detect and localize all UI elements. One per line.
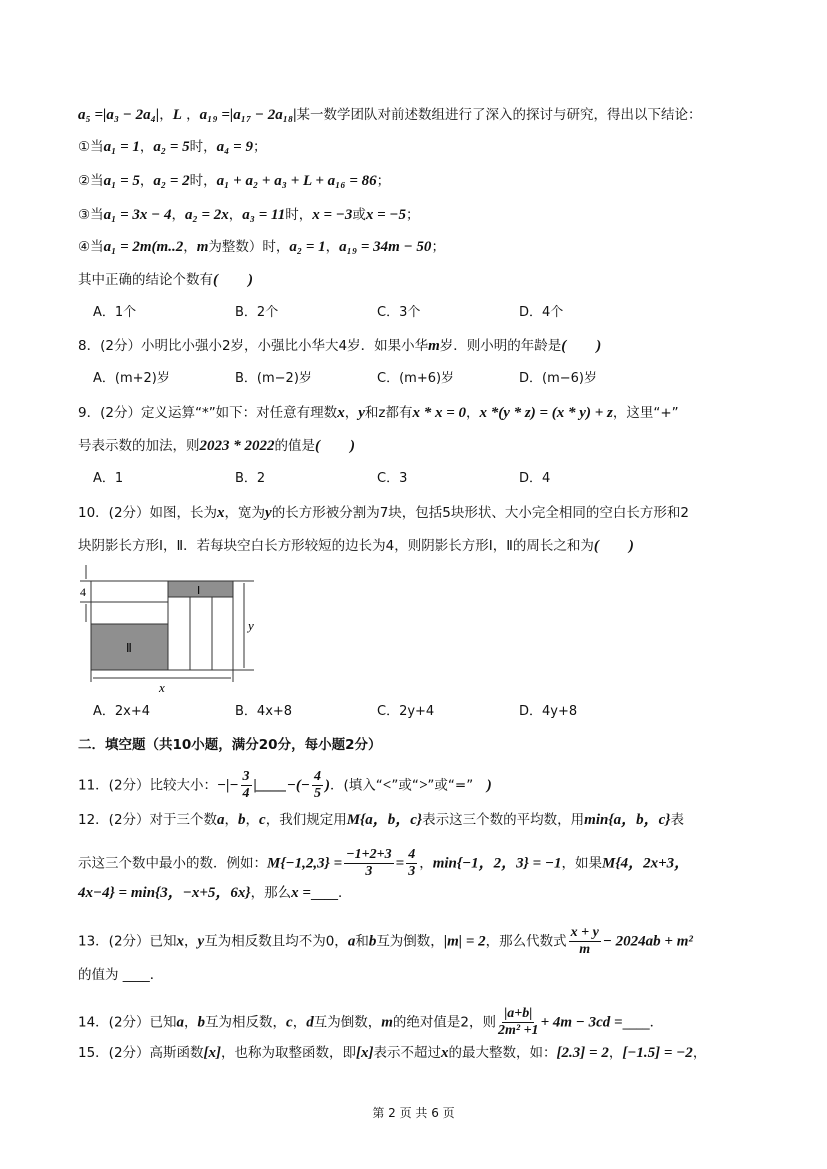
math-expression: a₂ = 5: [153, 139, 190, 155]
fraction: [406, 847, 417, 880]
text: ．(填入“: [330, 777, 383, 794]
text: 15．(2分）高斯函数: [78, 1045, 204, 1061]
text-line: [78, 436, 355, 456]
fraction: [498, 1006, 539, 1039]
math-expression: x =: [291, 885, 311, 901]
math-expression: a₂ = 2: [153, 173, 190, 189]
text: 互为相反数，: [205, 1014, 287, 1031]
text-line: [78, 369, 661, 389]
math-expression: m: [196, 239, 209, 255]
text: 14．(2分）已知: [78, 1014, 177, 1031]
text: ，宽为: [224, 505, 266, 521]
math-expression: b: [238, 812, 246, 828]
text: ，也称为取整函数，即: [221, 1045, 357, 1061]
option-C: C．(m+6)岁: [377, 371, 455, 386]
math-expression: x: [176, 933, 185, 950]
option-B: B．2个: [235, 305, 279, 320]
text: 10．(2分）如图，长为: [78, 505, 218, 521]
text: 13．(2分）已知: [78, 933, 177, 950]
text: ，那么代数式: [485, 933, 567, 950]
text-line: [78, 883, 351, 903]
text-line: [78, 1043, 706, 1063]
text: 互为倒数，: [376, 933, 444, 950]
text-line: [78, 925, 693, 958]
text-line: [78, 303, 661, 323]
text: ，: [344, 405, 359, 421]
text-line: [78, 336, 601, 356]
section-heading: 二．填空题（共10小题，满分20分，每小题2分）: [78, 737, 382, 753]
fraction-numerator: −1+2+3: [346, 847, 392, 862]
text: 11．(2分）比较大小：: [78, 777, 218, 794]
text: 号表示数的加法，则: [78, 438, 200, 454]
math-expression: [x]: [203, 1045, 222, 1061]
text-line: [78, 503, 689, 523]
label-II: Ⅱ: [126, 641, 132, 655]
text: ，: [183, 239, 197, 255]
math-expression: M{−1,2,3} =: [267, 855, 343, 872]
math-expression: a₁ = 3x − 4: [103, 207, 172, 223]
text-line: [78, 735, 381, 755]
math-expression: 2023 * 2022: [199, 438, 275, 454]
text: ，那么: [250, 885, 292, 901]
text: 表示这三个数的平均数，用: [422, 812, 585, 828]
text: ，这里“+”: [612, 405, 679, 421]
fraction-numerator: 3: [242, 769, 250, 784]
fraction-denominator: 3: [365, 864, 373, 879]
shaded-rect-I: [168, 581, 233, 597]
option-D: D．4个: [519, 305, 564, 320]
fraction-denominator: 4: [242, 786, 250, 801]
text: ，: [692, 1045, 707, 1061]
fraction-numerator: 4: [314, 769, 322, 784]
math-expression: a₁ + a₂ + a₃ + L + a₁₆ = 86: [216, 173, 377, 189]
math-expression: =: [395, 855, 405, 872]
text: 其中正确的结论个数有: [78, 272, 213, 288]
text-line: [78, 137, 266, 157]
text: 的绝对值是2，则: [392, 1014, 496, 1031]
text: 的长方形被分割为7块，包括5块形状、大小完全相同的空白长方形和2: [271, 505, 689, 521]
text: 时，: [189, 173, 217, 189]
option-D: D．4: [519, 471, 551, 486]
option-B: B．(m−2)岁: [235, 371, 312, 386]
text: ，: [419, 855, 433, 872]
text: ，: [139, 139, 154, 155]
text: 某一数学团队对前述数组进行了深入的探讨与研究，得出以下结论：: [296, 107, 702, 123]
text: ，如果: [561, 855, 603, 872]
text: 8．(2分）小明比小强小2岁，小强比小华大4岁．如果小华: [78, 338, 429, 354]
math-expression: a₁₉ = 34m − 50: [339, 239, 432, 255]
math-expression: x: [217, 505, 225, 521]
text: 的值是: [274, 438, 315, 454]
option-D: D．(m−6)岁: [519, 371, 597, 386]
fraction: [241, 769, 252, 802]
math-expression: x * x = 0: [412, 405, 467, 421]
label-x: x: [159, 680, 165, 695]
math-expression: a₁ = 2m(m..2: [103, 239, 184, 255]
option-C: C．2y+4: [377, 704, 435, 719]
math-expression: a₁₉ =|a₁₇ − 2a₁₈|: [199, 107, 297, 123]
text-line: [78, 847, 689, 880]
math-expression: x = −5: [365, 207, 406, 223]
text: ，: [466, 405, 480, 421]
fraction-numerator: |a+b|: [504, 1006, 533, 1021]
text: 9．(2分）定义运算“*”如下：对任意有理数: [78, 405, 338, 421]
text-line: [78, 965, 163, 985]
math-expression: − 2024ab + m²: [602, 933, 693, 950]
text-line: [78, 469, 661, 489]
math-expression: min{−1，2，3} = −1: [432, 855, 562, 872]
math-expression: a: [347, 933, 356, 950]
text: ；: [406, 207, 420, 223]
option-C: C．3个: [377, 305, 421, 320]
math-expression: |m| = 2: [443, 933, 486, 950]
text: 示这三个数中最小的数．例如：: [78, 855, 267, 872]
math-expression: ( ): [213, 272, 253, 288]
text: ，: [159, 107, 173, 123]
text: 互为相反数且均不为0，: [204, 933, 348, 950]
math-expression: −|−: [217, 777, 239, 794]
label-I: Ⅰ: [197, 585, 201, 597]
text: 和z都有: [364, 405, 413, 421]
math-expression: M{4，2x+3，: [602, 855, 690, 872]
text: 12．(2分）对于三个数: [78, 812, 218, 828]
math-expression: ( ): [561, 338, 602, 354]
text: ，: [608, 1045, 623, 1061]
text-line: [78, 205, 420, 225]
math-expression: [x]: [356, 1045, 374, 1061]
fraction-denominator: m: [579, 942, 591, 957]
math-expression: + 4m − 3cd =: [540, 1014, 623, 1031]
text: ，: [171, 207, 185, 223]
math-expression: [2.3] = 2: [556, 1045, 609, 1061]
text: 互为倒数，: [313, 1014, 382, 1031]
page-footer: 第 2 页 共 6 页: [372, 1106, 455, 1120]
text: ，: [139, 173, 154, 189]
math-expression: a₁ = 5: [103, 173, 140, 189]
fraction: [344, 847, 393, 880]
text: ④当: [78, 239, 104, 255]
text: 表示不超过: [373, 1045, 442, 1061]
math-expression: x *(y * z) = (x * y) + z: [479, 405, 613, 421]
text: ，: [181, 107, 200, 123]
text-line: [78, 1006, 663, 1039]
option-A: A．(m+2)岁: [93, 371, 170, 386]
math-expression: d: [306, 1014, 314, 1031]
text: ①当: [78, 139, 104, 155]
text-line: [78, 702, 661, 722]
text: ”或“=”: [427, 777, 487, 794]
math-expression: |____−(−: [253, 777, 311, 794]
math-expression: a₄ = 9: [216, 139, 253, 155]
answer-options: [78, 702, 661, 722]
text: ，: [184, 1014, 198, 1031]
math-expression: a₂ = 2x: [184, 207, 229, 223]
text: ，: [325, 239, 340, 255]
math-expression: min{a，b，c}: [584, 812, 671, 828]
option-B: B．2: [235, 471, 266, 486]
text: ，: [228, 207, 243, 223]
math-expression: L: [172, 107, 182, 123]
text: ”或“: [391, 777, 419, 794]
fraction-denominator: 3: [408, 864, 416, 879]
option-A: A．2x+4: [93, 704, 151, 719]
text: ；: [376, 173, 391, 189]
text: ，: [224, 812, 239, 828]
math-expression: b: [197, 1014, 206, 1031]
label-4: 4: [80, 585, 86, 599]
text: 块阴影长方形Ⅰ，Ⅱ．若每块空白长方形较短的边长为4，则阴影长方形Ⅰ，Ⅱ的周长之和为: [78, 538, 594, 554]
answer-options: [78, 369, 661, 389]
option-B: B．4x+8: [235, 704, 293, 719]
math-expression: M{a，b，c}: [346, 812, 423, 828]
text: 或: [352, 207, 366, 223]
math-expression: <: [382, 777, 392, 794]
fraction-numerator: x + y: [570, 925, 599, 940]
option-A: A．1个: [93, 305, 137, 320]
math-expression: y: [197, 933, 205, 950]
math-expression: a₁ = 1: [103, 139, 140, 155]
answer-options: [78, 303, 661, 323]
text: 时，: [189, 139, 217, 155]
math-expression: c: [286, 1014, 293, 1031]
text-line: [78, 171, 390, 191]
text: ，我们规定用: [265, 812, 347, 828]
option-A: A．1: [93, 471, 124, 486]
fraction: [569, 925, 601, 958]
math-expression: a₂ = 1: [289, 239, 326, 255]
text-line: [78, 536, 634, 556]
math-expression: x = −3: [312, 207, 353, 223]
text-line: [78, 403, 679, 423]
math-expression: a: [217, 812, 225, 828]
text: 表: [670, 812, 684, 828]
text: ，: [184, 933, 198, 950]
text: ；: [252, 139, 267, 155]
math-expression: m: [381, 1014, 393, 1031]
text: 的值为 ____．: [78, 967, 164, 983]
text-line: [78, 105, 702, 125]
text: ____．: [310, 885, 352, 901]
text-line: [78, 769, 492, 802]
math-expression: >: [418, 777, 428, 794]
math-expression: m: [428, 338, 440, 354]
label-y: y: [248, 618, 254, 633]
text: 和: [355, 933, 369, 950]
option-D: D．4y+8: [519, 704, 578, 719]
text: 岁．则小明的年龄是: [439, 338, 562, 354]
text-line: [78, 237, 445, 257]
math-expression: 4x−4} = min{3，−x+5，6x}: [78, 885, 251, 901]
math-expression: y: [265, 505, 272, 521]
math-expression: ( ): [593, 538, 634, 554]
math-expression: ( ): [315, 438, 355, 454]
math-expression: a₃ = 11: [242, 207, 286, 223]
text: ____．: [622, 1014, 664, 1031]
text: ②当: [78, 173, 104, 189]
fraction-numerator: 4: [408, 847, 416, 862]
math-expression: y: [358, 405, 365, 421]
text-line: [78, 810, 684, 830]
text: 为整数）时，: [208, 239, 290, 255]
fraction: [312, 769, 323, 802]
text: ；: [431, 239, 445, 255]
text: ③当: [78, 207, 104, 223]
math-expression: x: [441, 1045, 449, 1061]
fraction-denominator: 5: [314, 786, 322, 801]
text: ，: [292, 1014, 307, 1031]
text: ，: [245, 812, 260, 828]
math-expression: a₅ =|a₃ − 2a₄|: [78, 107, 160, 123]
text: 时，: [285, 207, 313, 223]
math-expression: x: [337, 405, 345, 421]
option-C: C．3: [377, 471, 408, 486]
math-expression: ): [486, 777, 492, 794]
math-expression: b: [368, 933, 377, 950]
math-expression: ): [325, 777, 331, 794]
math-expression: a: [176, 1014, 185, 1031]
text-line: [78, 270, 253, 290]
math-expression: [−1.5] = −2: [622, 1045, 693, 1061]
rectangle-figure: [74, 560, 274, 695]
fraction-denominator: 2m² +1: [497, 1023, 539, 1038]
answer-options: [78, 469, 661, 489]
math-expression: c: [259, 812, 266, 828]
text: 的最大整数，如：: [448, 1045, 557, 1061]
